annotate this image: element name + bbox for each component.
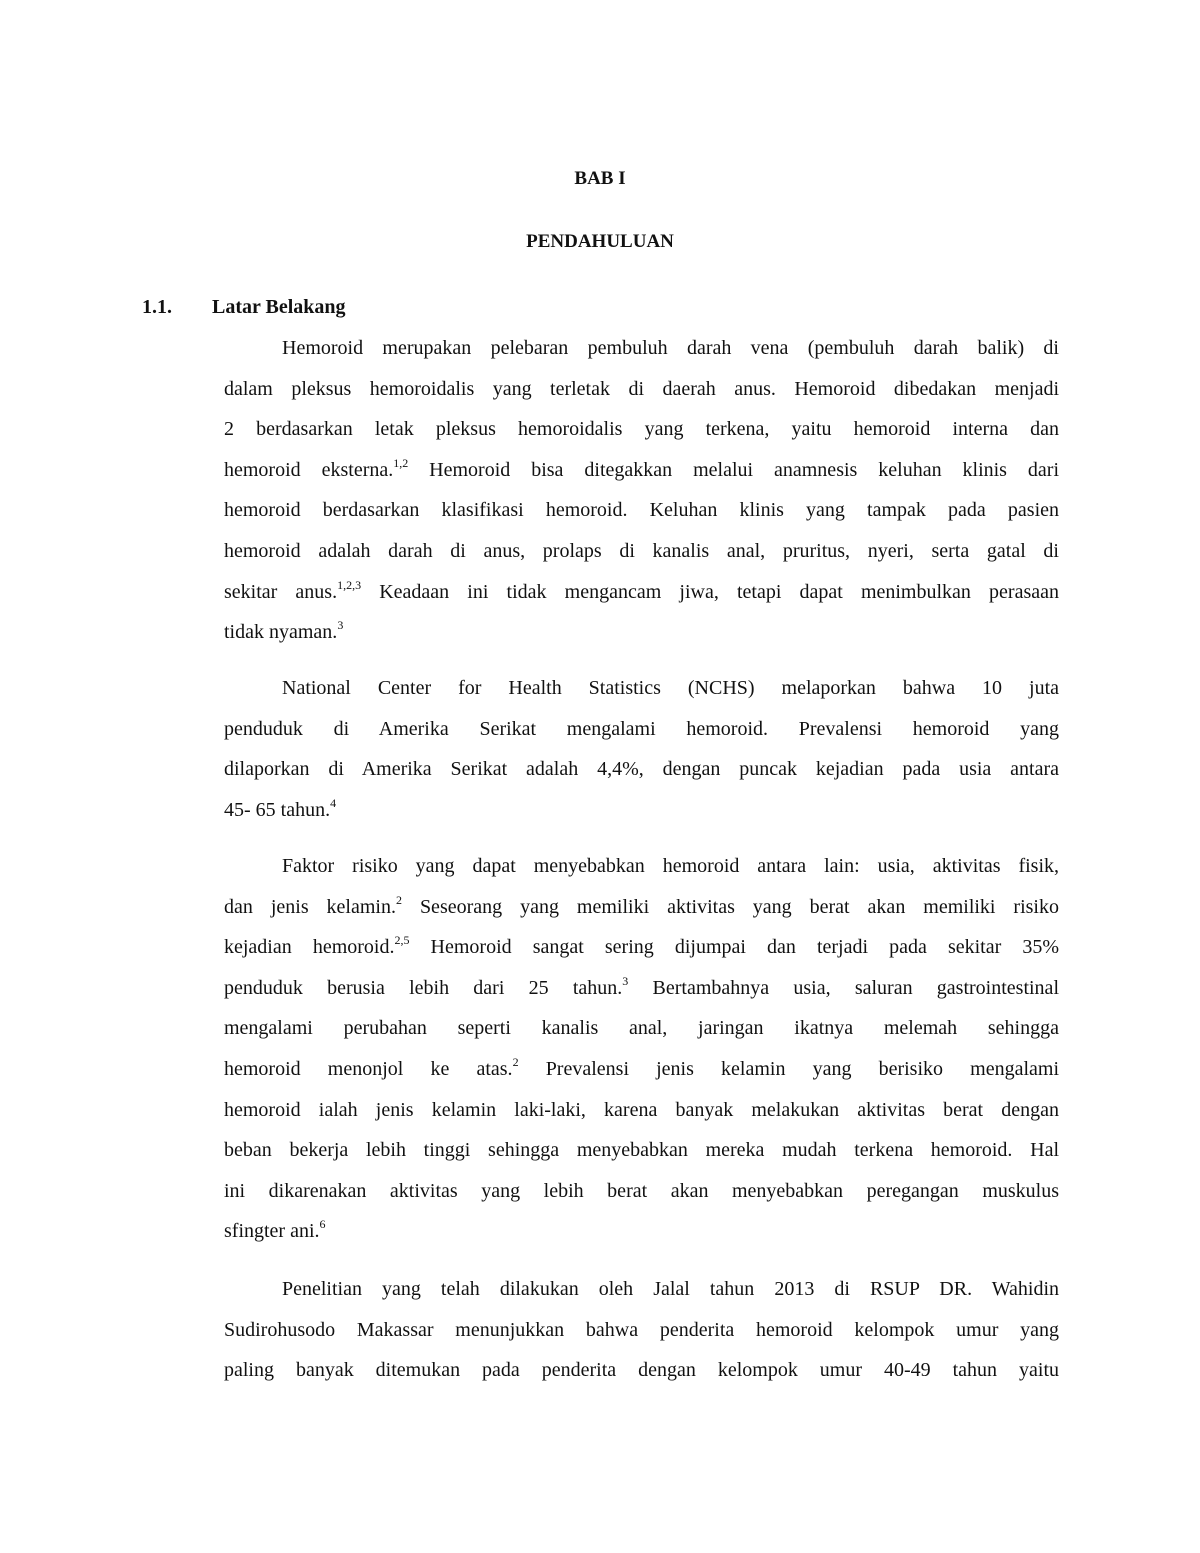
line-text: Sudirohusodo Makassar menunjukkan bahwa penderita hemoroid kelompok umur yang — [224, 1318, 1059, 1341]
text-line — [224, 612, 1059, 653]
paragraph — [224, 846, 1059, 1252]
text-line — [224, 887, 1059, 928]
text-line — [224, 927, 1059, 968]
line-text: Hemoroid merupakan pelebaran pembuluh darah vena (pembuluh darah balik) di — [282, 337, 1059, 359]
line-text: beban bekerja lebih tinggi sehingga menyebabkan mereka mudah terkena hemoroid. Hal — [224, 1139, 1059, 1162]
citation-superscript: 2 — [512, 1054, 519, 1069]
line-text: hemoroid berdasarkan klasifikasi hemoroid. Keluhan klinis yang tampak pada pasien — [224, 499, 1059, 522]
line-text: 45- 65 tahun. — [224, 798, 331, 821]
line-text: sfingter ani. — [224, 1220, 320, 1243]
line-text: Keadaan ini tidak mengancam jiwa, tetapi dapat menimbulkan perasaan — [361, 580, 1059, 603]
citation-superscript: 2 — [395, 892, 402, 907]
line-text: kejadian hemoroid. — [224, 936, 395, 959]
line-text: Penelitian yang telah dilakukan oleh Jalal tahun 2013 di RSUP DR. Wahidin — [282, 1278, 1059, 1300]
citation-superscript: 6 — [319, 1217, 326, 1232]
line-text: 2 berdasarkan letak pleksus hemoroidalis yang terkena, yaitu hemoroid interna dan — [224, 418, 1059, 441]
chapter-title: PENDAHULUAN — [526, 231, 674, 252]
text-line — [224, 1049, 1059, 1090]
line-text: penduduk di Amerika Serikat mengalami hemoroid. Prevalensi hemoroid yang — [224, 717, 1059, 740]
line-text: hemoroid adalah darah di anus, prolaps di kanalis anal, pruritus, nyeri, serta gatal di — [224, 539, 1059, 562]
line-text: penduduk berusia lebih dari 25 tahun. — [224, 976, 623, 999]
text-line — [224, 1171, 1059, 1212]
line-text: mengalami perubahan seperti kanalis anal, jaringan ikatnya melemah sehingga — [224, 1017, 1059, 1040]
text-line — [224, 409, 1059, 450]
line-text: paling banyak ditemukan pada penderita dengan kelompok umur 40-49 tahun yaitu — [224, 1359, 1059, 1382]
line-text: dilaporkan di Amerika Serikat adalah 4,4%, dengan puncak kejadian pada usia antara — [224, 758, 1059, 781]
line-text: Seseorang yang memiliki aktivitas yang berat akan memiliki risiko — [401, 895, 1059, 918]
text-line — [224, 668, 1059, 709]
line-text: hemoroid eksterna. — [224, 458, 394, 481]
citation-superscript: 3 — [337, 618, 344, 633]
citation-superscript: 2,5 — [394, 933, 410, 948]
line-text: hemoroid menonjol ke atas. — [224, 1057, 513, 1080]
text-line — [224, 490, 1059, 531]
text-line — [224, 572, 1059, 613]
text-line — [224, 709, 1059, 750]
text-line — [224, 450, 1059, 491]
citation-superscript: 4 — [330, 795, 337, 810]
text-line — [224, 1310, 1059, 1351]
text-line — [224, 1350, 1059, 1391]
text-line — [224, 1269, 1059, 1310]
paragraph — [224, 668, 1059, 830]
text-line — [224, 328, 1059, 369]
text-line — [224, 968, 1059, 1009]
citation-superscript: 3 — [622, 973, 629, 988]
line-text: sekitar anus. — [224, 580, 338, 603]
chapter-heading: BAB I — [574, 168, 626, 189]
section-number: 1.1. — [142, 296, 172, 318]
line-text: Bertambahnya usia, saluran gastrointestinal — [628, 976, 1059, 999]
line-text: hemoroid ialah jenis kelamin laki-laki, karena banyak melakukan aktivitas berat dengan — [224, 1098, 1059, 1121]
text-line — [224, 749, 1059, 790]
paragraph — [224, 328, 1059, 653]
text-line — [224, 790, 1059, 831]
line-text: dalam pleksus hemoroidalis yang terletak di daerah anus. Hemoroid dibedakan menjadi — [224, 377, 1059, 400]
paragraph — [224, 1269, 1059, 1391]
text-line — [224, 846, 1059, 887]
text-line — [224, 1211, 1059, 1252]
text-line — [224, 1090, 1059, 1131]
line-text: Faktor risiko yang dapat menyebabkan hemoroid antara lain: usia, aktivitas fisik, — [282, 855, 1059, 877]
text-line — [224, 1130, 1059, 1171]
line-text: dan jenis kelamin. — [224, 895, 396, 918]
line-text: tidak nyaman. — [224, 621, 338, 644]
citation-superscript: 1,2,3 — [337, 577, 362, 592]
line-text: Hemoroid bisa ditegakkan melalui anamnesis keluhan klinis dari — [408, 458, 1060, 481]
line-text: Prevalensi jenis kelamin yang berisiko mengalami — [518, 1057, 1059, 1080]
line-text: Hemoroid sangat sering dijumpai dan terjadi pada sekitar 35% — [409, 936, 1059, 959]
text-line — [224, 1008, 1059, 1049]
text-line — [224, 369, 1059, 410]
section-title: Latar Belakang — [212, 296, 346, 318]
line-text: National Center for Health Statistics (NCHS) melaporkan bahwa 10 juta — [282, 677, 1059, 699]
line-text: ini dikarenakan aktivitas yang lebih berat akan menyebabkan peregangan muskulus — [224, 1179, 1059, 1202]
text-line — [224, 531, 1059, 572]
citation-superscript: 1,2 — [393, 455, 409, 470]
